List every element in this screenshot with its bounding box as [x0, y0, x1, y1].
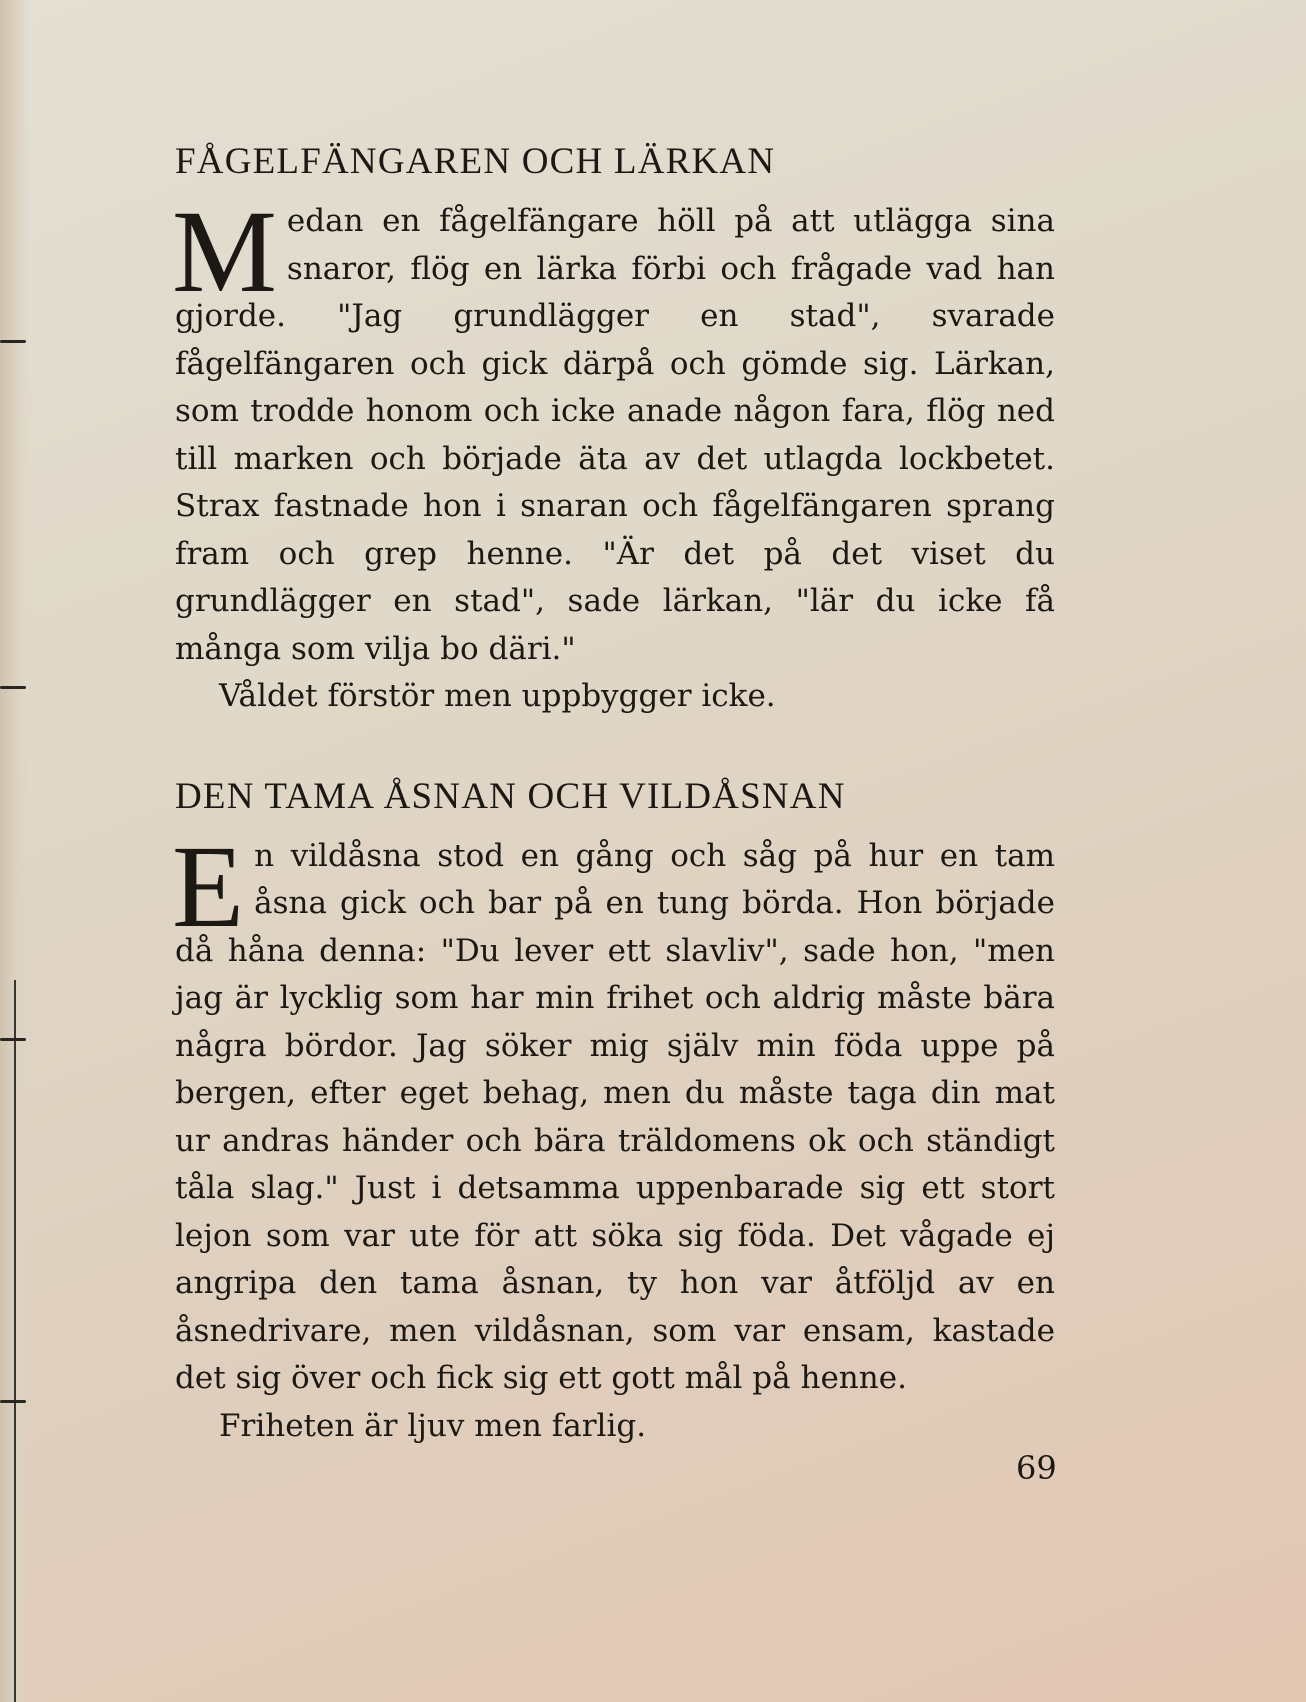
- binding-stitch: [0, 340, 26, 343]
- fable-title: FÅGELFÄNGAREN OCH LÄRKAN: [175, 141, 776, 182]
- book-page: [172, 140, 1055, 1450]
- fable-fagelfangaren: [172, 140, 1055, 721]
- fable-body: n vildåsna stod en gång och såg på hur en tam åsna gick och bar på en tung börda. Hon började då håna denna: "Du lever ett slavliv", sade hon, "men jag är lycklig som har min frihet och aldrig måste bära några bördor. Jag söker mig själv min föda uppe på bergen, efter eget behag, men du måste taga din mat ur andras händer och bära träldomens ok och ständigt tåla slag." Just i detsamma uppenbarade sig ett stort lejon som var ute för att söka sig föda. Det vågade ej angripa den tama åsnan, ty hon var åtföljd av en åsnedrivare, men vildåsnan, som var ensam, kastade det sig över och fick sig ett gott mål på henne.: [175, 837, 1055, 1396]
- fable-tama-asnan: [172, 775, 1055, 1451]
- drop-cap: E: [172, 820, 245, 952]
- page-number: 69: [1016, 1449, 1057, 1487]
- fable-body: edan en fågelfängare höll på att utlägga sina snaror, flög en lärka förbi och frågade vad han gjorde. "Jag grundlägger en stad", svarade fågelfängaren och gick därpå och gömde sig. Lärkan, som trodde honom och icke anade någon fara, flög ned till marken och började äta av det utlagda lockbetet. Strax fastnade hon i snaran och fågelfängaren sprang fram och grep henne. "Är det på det viset du grundlägger en stad", sade lärkan, "lär du icke få många som vilja bo däri.": [175, 203, 1055, 667]
- fable-moral: Friheten är ljuv men farlig.: [219, 1407, 647, 1444]
- drop-cap: M: [172, 186, 277, 317]
- fable-text: [172, 820, 1055, 1403]
- fable-moral: Våldet förstör men uppbygger icke.: [219, 678, 776, 714]
- binding-stitch: [0, 1038, 26, 1041]
- fable-text: [172, 186, 1055, 673]
- binding-thread: [14, 980, 16, 1702]
- binding-stitch: [0, 1400, 26, 1403]
- binding-stitch: [0, 686, 26, 689]
- fable-title: DEN TAMA ÅSNAN OCH VILDÅSNAN: [175, 775, 846, 817]
